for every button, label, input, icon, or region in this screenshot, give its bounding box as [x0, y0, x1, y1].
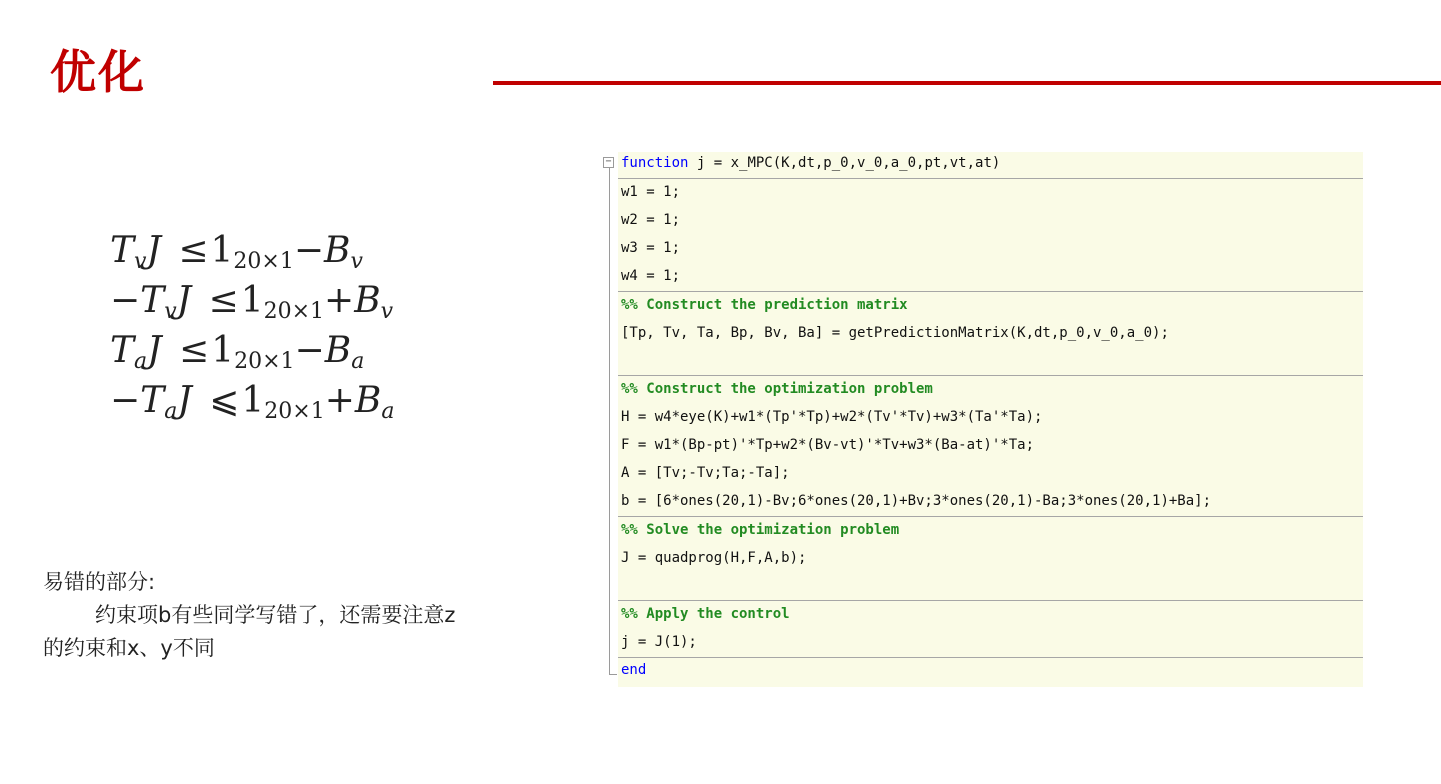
keyword-function: function — [621, 155, 689, 171]
fold-gutter-line — [609, 168, 610, 674]
note-body-line: 的约束和x、y不同 — [43, 636, 215, 660]
code-line: H = w4*eye(K)+w1*(Tp'*Tp)+w2*(Tv'*Tv)+w3*(Ta'*Ta); — [621, 409, 1043, 425]
code-fold-icon[interactable]: − — [603, 157, 614, 168]
code-line: w3 = 1; — [621, 240, 681, 256]
cell-separator — [618, 178, 1363, 179]
code-line: A = [Tv;-Tv;Ta;-Ta]; — [621, 465, 790, 481]
fold-end-marker — [609, 668, 617, 675]
code-area — [618, 152, 1363, 687]
code-line: b = [6*ones(20,1)-Bv;6*ones(20,1)+Bv;3*ones(20,1)-Ba;3*ones(20,1)+Ba]; — [621, 493, 1212, 509]
code-line: w4 = 1; — [621, 268, 681, 284]
equation-line: $T_aJ \le 1_{20\times 1}-B_a$ — [110, 330, 365, 374]
code-line: w1 = 1; — [621, 184, 681, 200]
note-heading: 易错的部分: — [43, 570, 156, 594]
code-comment-line: %% Construct the prediction matrix — [621, 297, 908, 313]
code-line: J = quadprog(H,F,A,b); — [621, 550, 807, 566]
keyword-end: end — [621, 662, 647, 678]
equation-line: $T_vJ \le 1_{20\times 1}-B_v$ — [110, 230, 363, 274]
code-line: F = w1*(Bp-pt)'*Tp+w2*(Bv-vt)'*Tv+w3*(Ba-at)'*Ta; — [621, 437, 1035, 453]
slide-title: 优化 — [50, 45, 146, 99]
equation-line: $-T_aJ$ $⩽1_{20\times 1}+B_a$ — [110, 380, 395, 424]
note-text-block — [43, 566, 573, 665]
code-comment-line: %% Construct the optimization problem — [621, 381, 933, 397]
code-editor-snippet — [601, 152, 1363, 687]
code-line: w2 = 1; — [621, 212, 681, 228]
note-body-line: 约束项b有些同学写错了，还需要注意z — [95, 603, 456, 627]
code-line: [Tp, Tv, Ta, Bp, Bv, Ba] = getPredictionMatrix(K,dt,p_0,v_0,a_0); — [621, 325, 1169, 341]
cell-separator — [618, 657, 1363, 658]
code-line-function: function j = x_MPC(K,dt,p_0,v_0,a_0,pt,vt,at) — [621, 155, 1001, 171]
title-divider — [493, 81, 1441, 85]
code-line: j = J(1); — [621, 634, 697, 650]
code-comment-line: %% Apply the control — [621, 606, 790, 622]
equation-line: $-T_vJ \le 1_{20\times 1}+B_v$ — [110, 280, 394, 324]
constraint-equations — [110, 226, 394, 426]
code-comment-line: %% Solve the optimization problem — [621, 522, 900, 538]
